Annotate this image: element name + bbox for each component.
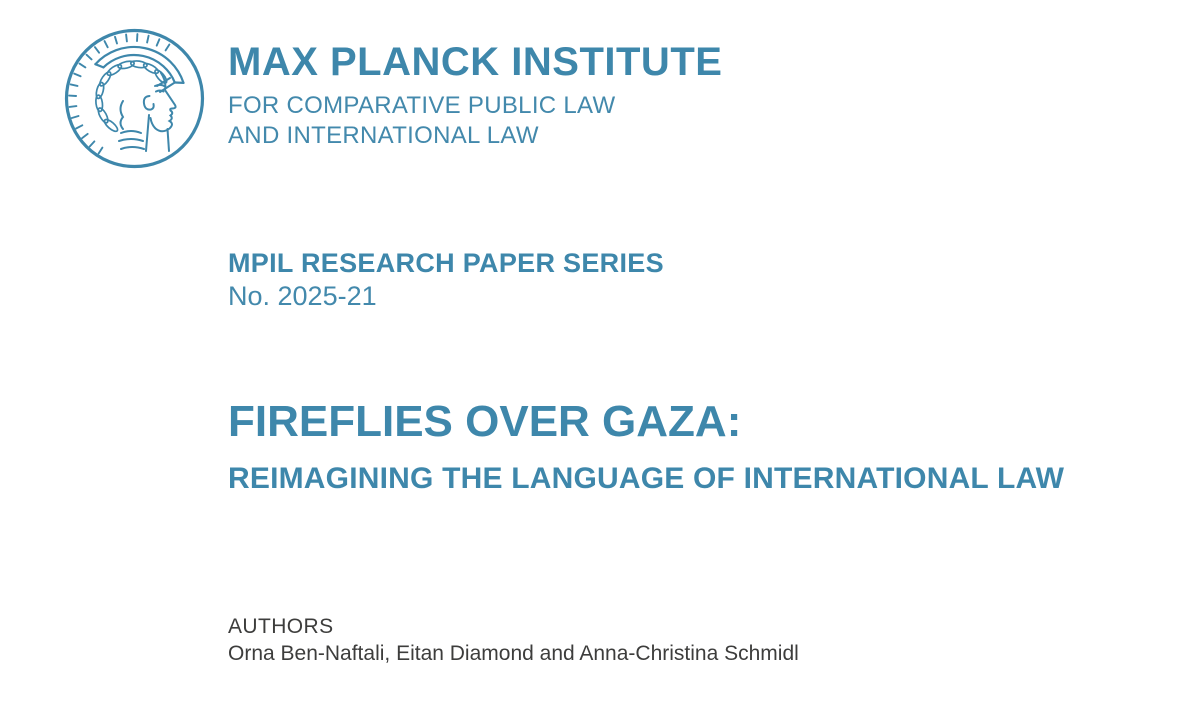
series-title: MPIL RESEARCH PAPER SERIES [228, 248, 664, 278]
series-number: No. 2025-21 [228, 281, 377, 311]
institute-subtitle-line1: FOR COMPARATIVE PUBLIC LAW [228, 92, 616, 119]
authors-label: AUTHORS [228, 615, 334, 638]
mpg-minerva-logo [63, 23, 206, 174]
paper-title: FIREFLIES OVER GAZA: [228, 397, 742, 446]
institute-subtitle [228, 91, 615, 151]
minerva-head-icon [63, 23, 206, 174]
institute-subtitle-line2: AND INTERNATIONAL LAW [228, 122, 539, 149]
authors-names: Orna Ben-Naftali, Eitan Diamond and Anna-Christina Schmidl [228, 642, 799, 665]
paper-subtitle: REIMAGINING THE LANGUAGE OF INTERNATIONAL LAW [228, 462, 1065, 495]
institute-name: MAX PLANCK INSTITUTE [228, 40, 723, 84]
